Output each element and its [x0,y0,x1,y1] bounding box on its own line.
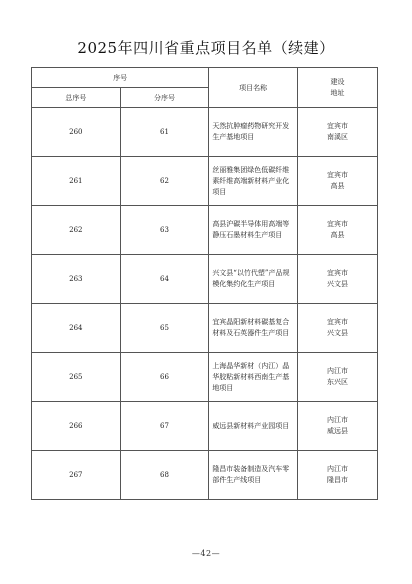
cell-location-city: 宜宾市 [327,269,348,277]
cell-location-city: 内江市 [327,416,348,424]
table-row [32,206,378,255]
cell-total-no: 260 [32,108,121,157]
cell-total-no: 266 [32,402,121,451]
header-location-line1: 建设 [330,77,345,86]
table-row [32,451,378,500]
cell-total-no: 265 [32,353,121,402]
table-row [32,402,378,451]
cell-location-district: 兴文县 [327,329,348,337]
cell-location-district: 兴文县 [327,280,348,288]
table-row [32,304,378,353]
cell-total-no: 261 [32,157,121,206]
cell-sub-no: 61 [120,108,209,157]
table-row [32,255,378,304]
cell-location [298,255,378,304]
page-number: —42— [191,549,221,558]
header-location-line2: 地址 [330,88,345,97]
cell-location-district: 高县 [330,231,345,239]
table-row [32,353,378,402]
cell-location [298,157,378,206]
cell-total-no: 262 [32,206,121,255]
cell-project-name: 天然抗肿瘤药物研究开发生产基地项目 [209,108,298,157]
cell-location [298,206,378,255]
cell-location-city: 内江市 [327,367,348,375]
header-row-top [32,68,378,88]
cell-sub-no: 62 [120,157,209,206]
project-table [31,67,378,500]
header-total-no: 总序号 [32,88,121,108]
cell-location-city: 宜宾市 [327,171,348,179]
cell-location [298,353,378,402]
cell-location-city: 宜宾市 [327,220,348,228]
cell-sub-no: 66 [120,353,209,402]
cell-project-name: 宜宾晶阳新材料碳基复合材料及石英器件生产项目 [209,304,298,353]
cell-location [298,304,378,353]
table-row [32,157,378,206]
cell-project-name: 隆昌市装备制造及汽车零部件生产线项目 [209,451,298,500]
cell-location-district: 高县 [330,182,345,190]
cell-project-name: 高县沪碳半导体用高端等静压石墨材料生产项目 [209,206,298,255]
table-body [32,108,378,500]
cell-location-district: 东兴区 [327,378,348,386]
cell-location-city: 宜宾市 [327,318,348,326]
cell-sub-no: 67 [120,402,209,451]
cell-location-city: 宜宾市 [327,122,348,130]
header-project-name: 项目名称 [209,68,298,108]
header-location [298,68,378,108]
page-title: 2025年四川省重点项目名单（续建） [77,39,335,57]
header-sub-no: 分序号 [120,88,209,108]
cell-sub-no: 64 [120,255,209,304]
cell-location [298,451,378,500]
cell-total-no: 264 [32,304,121,353]
cell-project-name: 丝丽雅集团绿色低碳纤维素纤维高端新材料产业化项目 [209,157,298,206]
cell-sub-no: 63 [120,206,209,255]
table-header [32,68,378,108]
cell-location [298,402,378,451]
cell-total-no: 263 [32,255,121,304]
cell-sub-no: 68 [120,451,209,500]
cell-total-no: 267 [32,451,121,500]
cell-sub-no: 65 [120,304,209,353]
cell-project-name: 威远县新材料产业园项目 [209,402,298,451]
table-row [32,108,378,157]
cell-project-name: 上海晶华新材（内江）晶华胶粘新材料西南生产基地项目 [209,353,298,402]
header-seq-group: 序号 [32,68,209,88]
cell-location-city: 内江市 [327,465,348,473]
cell-location [298,108,378,157]
cell-project-name: 兴文县“以竹代塑”产品规模化集约化生产项目 [209,255,298,304]
cell-location-district: 南溪区 [327,133,348,141]
cell-location-district: 隆昌市 [327,476,348,484]
cell-location-district: 威远县 [327,427,348,435]
